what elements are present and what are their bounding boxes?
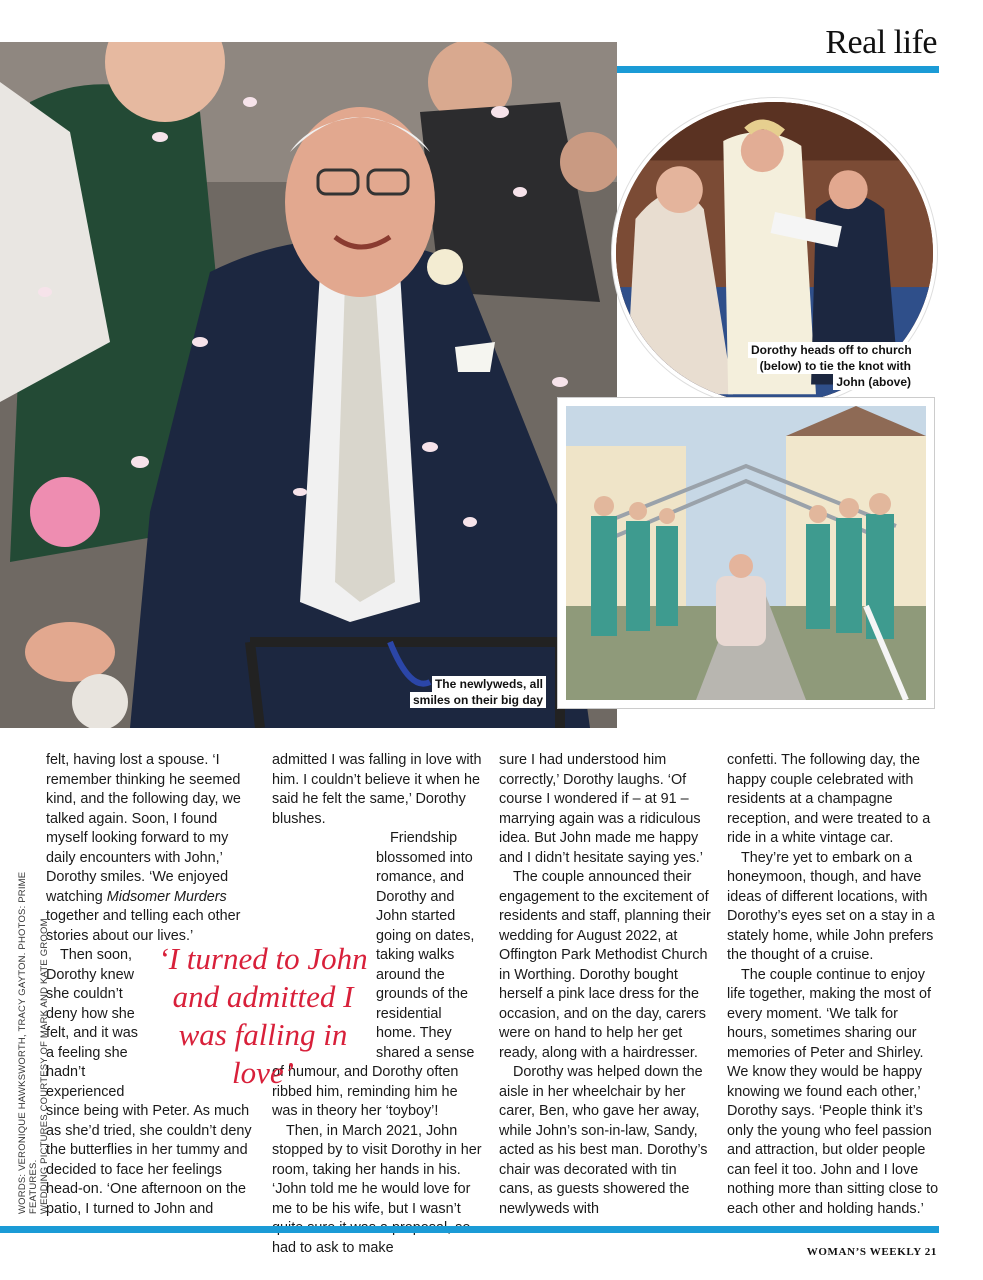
paragraph: felt, having lost a spouse. ‘I remember thinking he seemed kind, and the following day, we talked again. Soon, I found myself looking forward to my daily encounters with John,’ Dorothy smiles. ‘We enjoyed watching Midsomer Murders together and telling each other stories about our lives.’ — [46, 752, 241, 944]
church-photo-caption: Dorothy heads off to church (below) to tie the knot with John (above) — [748, 342, 914, 390]
paragraph: They’re yet to embark on a honeymoon, though, and have ideas of different locations, with Dorothy’s eyes set on a stay in a stately home, while John prefers the thought of a cruise. — [727, 849, 935, 963]
paragraph: Then, in March 2021, John stopped by to visit Dorothy in her room, taking her hands in his. ‘John told me he would love for me to be his wife, but I wasn’t had to ask to make — [272, 1122, 482, 1256]
magazine-name: WOMAN’S WEEKLY — [806, 1246, 922, 1258]
paragraph: Friendship blossomed into romance, and Dorothy and John started going on dates, taking walks around the grounds of the residential home. They shared a sense of humour, and Dorothy often ribbed him, reminding him he was in theory her ‘toyboy’! — [272, 830, 475, 1119]
main-photo — [0, 42, 617, 728]
paragraph: The couple continue to enjoy life together, making the most of every moment. ‘We talk for hours, sometimes sharing our memories of Peter and Shirley. We know they would be happy knowing we found each other,’ Dorothy says. ‘People think it’s only the young who feel passion and attraction, but older people can feel it too. John and I love nothing more than sitting close to each other and holding hands.’ — [727, 966, 939, 1217]
pull-quote: ‘I turned to John and admitted I was falling in love’ — [158, 941, 368, 1090]
main-photo-illustration — [0, 42, 617, 728]
guard-of-honour-illustration — [566, 406, 926, 700]
main-photo-caption: The newlyweds, all smiles on their big day — [396, 676, 546, 708]
credits-line: WEDDING PICTURES COURTESY OF MARK AND KATE GROOM — [39, 918, 50, 1214]
header-rule — [617, 66, 939, 73]
photo-credits — [17, 862, 50, 1214]
tv-show-title: Midsomer Murders — [106, 888, 227, 905]
guard-of-honour-photo — [558, 398, 934, 708]
footer-rule — [0, 1226, 939, 1233]
paragraph: sure I had understood him correctly,’ Dorothy laughs. ‘Of course I wondered if – at 91 – marrying again was a ridiculous idea. But John made me happy and I didn’t hesitate saying yes.’ — [499, 752, 703, 866]
page-footer — [807, 1246, 937, 1258]
article-column-4 — [727, 751, 939, 1219]
paragraph: The couple announced their engagement to the excitement of residents and staff, planning their wedding for August 2022, at Offington Park Methodist Church in Worthing. Dorothy bought herself a pink lace dress for the occasion, and on the day, carers were on hand to help her get ready, along with a hairdresser. — [499, 869, 711, 1061]
page-number: 21 — [924, 1246, 937, 1258]
paragraph: admitted I was falling in love with him. I couldn’t believe it when he said he felt the same,’ Dorothy blushes. — [272, 752, 482, 827]
paragraph: Then soon, Dorothy knew she couldn’t deny how she felt, and it was a feeling she hadn’t experienced since being with Peter. As much as she’d tried, she couldn’t deny the butterflies in her tummy and decided to face her feelings head-on. ‘One afternoon on the patio, I turned to John and — [46, 947, 252, 1217]
article-column-3 — [499, 751, 714, 1219]
credits-line: WORDS: VERONIQUE HAWKSWORTH, TRACY GAYTON. PHOTOS: PRIME FEATURES. — [17, 871, 39, 1214]
section-title: Real life — [825, 24, 937, 61]
paragraph: Dorothy was helped down the aisle in her wheelchair by her carer, Ben, who gave her away, while John’s son-in-law, Sandy, acted as his best man. Dorothy’s chair was decorated with tin cans, as guests showered the newlyweds with — [499, 1064, 708, 1217]
paragraph: confetti. The following day, the happy couple celebrated with residents at a champagne reception, and were treated to a ride in a white vintage car. — [727, 752, 931, 846]
